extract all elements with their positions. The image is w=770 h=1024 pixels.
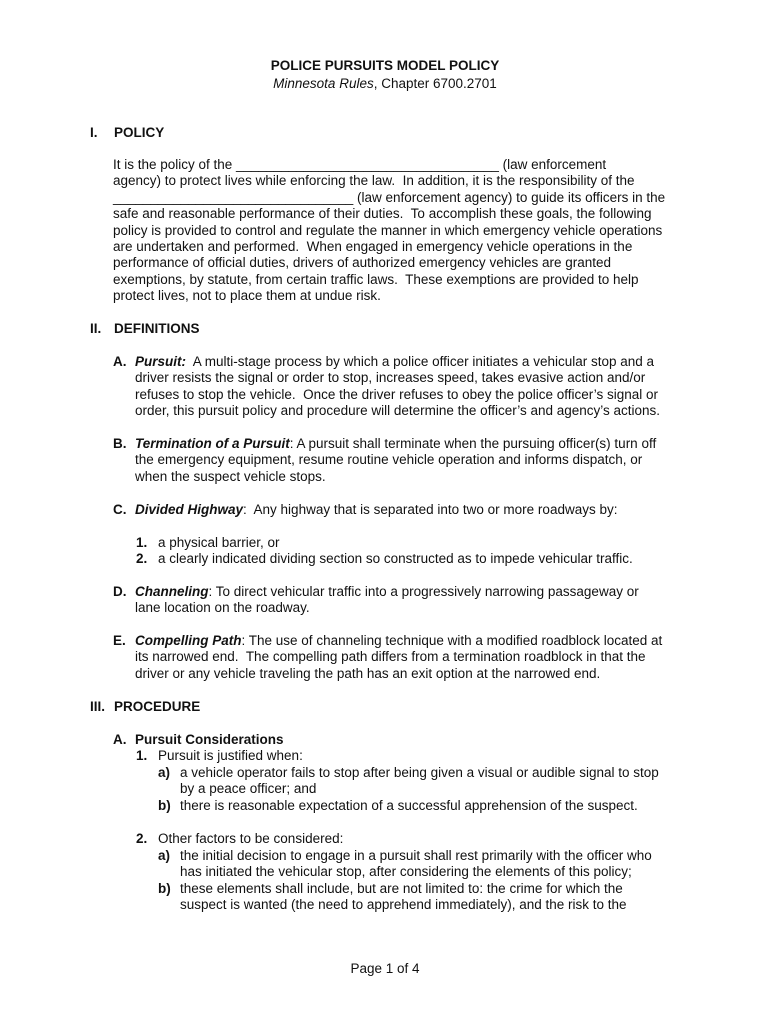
- definition-line: refuses to stop the vehicle. Once the driver refuses to obey the police officer’s signal or: [135, 386, 659, 402]
- list-text: Other factors to be considered:: [158, 831, 344, 846]
- definition-term: Pursuit:: [135, 354, 187, 369]
- definition-compelling-path: [113, 633, 679, 682]
- policy-line: agency) to protect lives while enforcing the law. In addition, it is the responsibility of the: [113, 173, 635, 189]
- policy-line: protect lives, not to place them at undue risk.: [113, 288, 381, 304]
- definition-label: C.: [113, 502, 127, 517]
- definition-line: : A pursuit shall terminate when the pursuing officer(s) turn off: [289, 436, 657, 451]
- list-item: [136, 551, 681, 567]
- subtitle-rest: , Chapter 6700.2701: [373, 76, 497, 91]
- definition-line: when the suspect vehicle stops.: [135, 468, 326, 484]
- section-number: I.: [90, 125, 98, 140]
- definition-label: D.: [113, 584, 127, 599]
- definition-label: E.: [113, 633, 126, 648]
- subsection-heading: Pursuit Considerations: [135, 732, 284, 747]
- definition-term: Divided Highway: [135, 502, 244, 517]
- policy-line: ________________________________ (law enforcement agency) to guide its officers in the: [113, 189, 666, 205]
- list-number: 2.: [136, 551, 148, 566]
- list-number: 1.: [136, 748, 148, 763]
- policy-line: safe and reasonable performance of their duties. To accomplish these goals, the following: [113, 206, 652, 222]
- definition-line: driver or any vehicle traveling the path has an exit option at the narrowed end.: [135, 665, 601, 681]
- definition-line: lane location on the roadway.: [135, 600, 310, 616]
- list-letter: a): [158, 848, 171, 863]
- procedure-point-1a: [158, 765, 681, 798]
- subtitle-italic: Minnesota Rules: [273, 76, 374, 91]
- document-title: POLICE PURSUITS MODEL POLICY: [270, 58, 500, 73]
- definition-termination: [113, 436, 679, 485]
- definition-term: Termination of a Pursuit: [135, 436, 290, 451]
- definition-line: its narrowed end. The compelling path differs from a termination roadblock in that the: [135, 649, 646, 665]
- list-item: [136, 535, 681, 551]
- policy-line: policy is provided to control and regulate the manner in which emergency vehicle operations: [113, 222, 663, 238]
- list-text: a clearly indicated dividing section so constructed as to impede vehicular traffic.: [158, 551, 633, 566]
- list-line: by a peace officer; and: [180, 781, 317, 797]
- list-number: 1.: [136, 535, 148, 550]
- list-line: the initial decision to engage in a pursuit shall rest primarily with the officer who: [180, 848, 652, 863]
- procedure-point-2: [136, 831, 681, 847]
- list-text: a physical barrier, or: [158, 535, 280, 550]
- definition-line: : The use of channeling technique with a modified roadblock located at: [241, 633, 663, 648]
- procedure-point-2a: [158, 848, 681, 881]
- definition-line: driver resists the signal or order to stop, increases speed, takes evasive action and/or: [135, 370, 646, 386]
- section-heading-definitions: [90, 321, 200, 336]
- section-heading-policy: [90, 125, 164, 140]
- procedure-point-1: [136, 748, 681, 764]
- definition-label: B.: [113, 436, 127, 451]
- definition-divided-highway: [113, 502, 679, 518]
- definition-line: : To direct vehicular traffic into a progressively narrowing passageway or: [208, 584, 639, 599]
- section-title: POLICY: [114, 125, 165, 140]
- procedure-point-1b: [158, 798, 681, 814]
- list-letter: b): [158, 881, 171, 896]
- page-number: Page 1 of 4: [350, 961, 420, 976]
- list-letter: a): [158, 765, 171, 780]
- definition-pursuit: [113, 354, 679, 420]
- policy-line: exemptions, by statute, from certain traffic laws. These exemptions are provided to help: [113, 271, 639, 287]
- definition-line: order, this pursuit policy and procedure will determine the officer’s and agency’s actions.: [135, 403, 661, 419]
- list-letter: b): [158, 798, 171, 813]
- policy-line: performance of official duties, drivers of authorized emergency vehicles are granted: [113, 255, 612, 271]
- section-number: II.: [90, 321, 102, 336]
- definition-term: Compelling Path: [135, 633, 242, 648]
- subsection-label: A.: [113, 732, 127, 747]
- definition-label: A.: [113, 354, 127, 369]
- definition-line: : Any highway that is separated into two or more roadways by:: [243, 502, 618, 517]
- definition-line: the emergency equipment, resume routine vehicle operation and informs dispatch, or: [135, 452, 643, 468]
- procedure-point-2b: [158, 881, 681, 914]
- list-line: suspect is wanted (the need to apprehend immediately), and the risk to the: [180, 897, 627, 913]
- document-subtitle: [0, 76, 770, 91]
- list-line: these elements shall include, but are not limited to: the crime for which the: [180, 881, 623, 896]
- policy-line: are undertaken and performed. When engaged in emergency vehicle operations in the: [113, 239, 633, 255]
- procedure-subsection-a: [113, 732, 679, 748]
- policy-line: It is the policy of the ___________________________________ (law enforcement: [113, 157, 607, 172]
- section-title: PROCEDURE: [114, 699, 201, 714]
- list-number: 2.: [136, 831, 148, 846]
- section-number: III.: [90, 699, 106, 714]
- list-line: there is reasonable expectation of a successful apprehension of the suspect.: [180, 798, 638, 813]
- policy-paragraph: [113, 157, 679, 305]
- section-heading-procedure: [90, 699, 200, 714]
- definition-line: A multi-stage process by which a police officer initiates a vehicular stop and a: [192, 354, 655, 369]
- definition-term: Channeling: [135, 584, 209, 599]
- list-text: Pursuit is justified when:: [158, 748, 303, 763]
- definition-channeling: [113, 584, 679, 617]
- section-title: DEFINITIONS: [114, 321, 200, 336]
- list-line: has initiated the vehicular stop, after considering the elements of this policy;: [180, 864, 632, 880]
- list-line: a vehicle operator fails to stop after being given a visual or audible signal to stop: [180, 765, 659, 780]
